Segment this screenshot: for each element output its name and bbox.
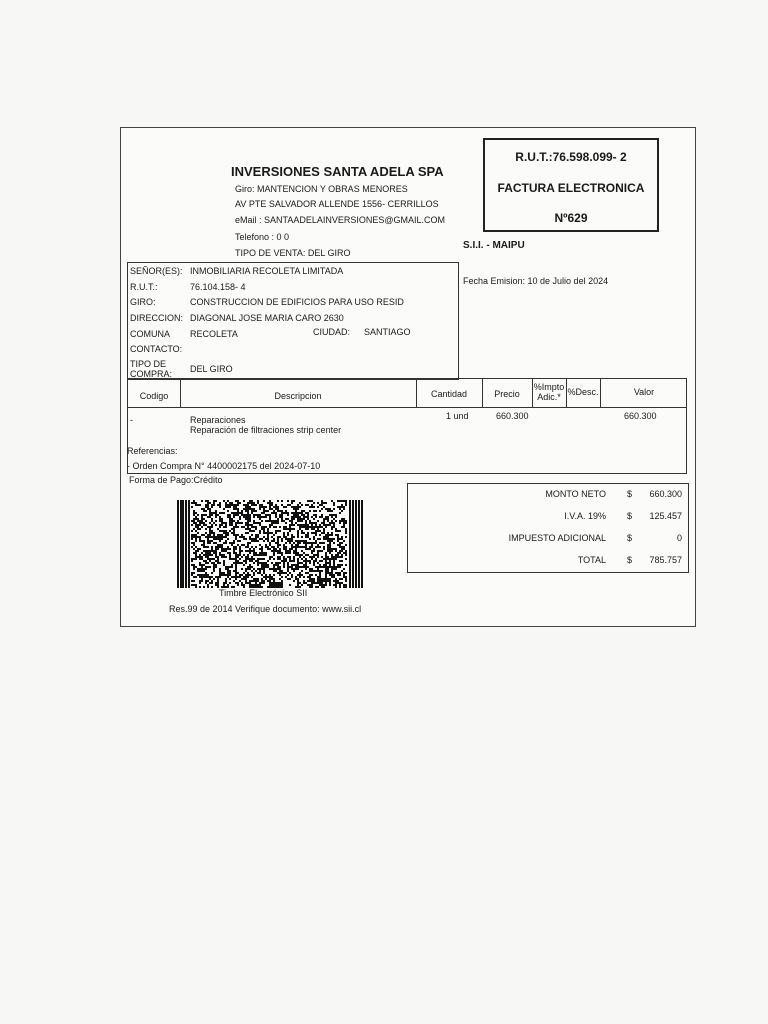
header-quantity: Cantidad — [430, 389, 468, 399]
reference-item: - Orden Compra N° 4400002175 del 2024-07-10 — [127, 461, 321, 471]
header-price: Precio — [494, 389, 520, 399]
line-items-header — [128, 379, 686, 408]
net-currency: $ — [626, 489, 632, 499]
buyer-address: DIAGONAL JOSE MARIA CARO 2630 — [190, 313, 344, 323]
invoice-sheet — [120, 127, 696, 627]
issuer-phone: Telefono : 0 0 — [235, 232, 290, 242]
total-label: TOTAL — [577, 555, 606, 565]
header-description: Descripcion — [274, 391, 322, 401]
buyer-city: SANTIAGO — [364, 327, 411, 337]
row-value: 660.300 — [624, 411, 657, 421]
payment-method: Forma de Pago:Crédito — [129, 475, 223, 485]
net-label: MONTO NETO — [545, 489, 606, 499]
vat-currency: $ — [626, 511, 632, 521]
sii-office: S.I.I. - MAIPU — [463, 240, 525, 251]
references — [127, 446, 320, 471]
buyer-label-contacto: CONTACTO: — [130, 344, 183, 354]
buyer-label-comuna: COMUNA — [130, 329, 170, 339]
header-tax-2: Adic.* — [537, 392, 561, 402]
buyer-rut: 76.104.158- 4 — [190, 282, 246, 292]
total-currency: $ — [626, 555, 632, 565]
document-id-box — [483, 138, 659, 232]
references-label: Referencias: — [127, 446, 178, 456]
vat-label: I.V.A. 19% — [564, 511, 606, 521]
stamp-label: Timbre Electrónico SII — [219, 588, 308, 598]
buyer-label-rut: R.U.T.: — [130, 282, 158, 292]
extra-tax-amount: 0 — [676, 533, 682, 543]
extra-tax-currency: $ — [626, 533, 632, 543]
issue-date: Fecha Emision: 10 de Julio del 2024 — [463, 276, 609, 286]
buyer-label-ciudad: CIUDAD: — [313, 327, 351, 337]
totals-box — [407, 483, 689, 573]
net-amount: 660.300 — [649, 489, 682, 499]
row-description-2: Reparación de filtraciones strip center — [190, 425, 342, 435]
issuer-rut: R.U.T.:76.598.099- 2 — [515, 150, 627, 164]
document-number: Nº629 — [554, 211, 588, 225]
pdf417-barcode-icon — [177, 500, 363, 588]
document-type: FACTURA ELECTRONICA — [497, 181, 645, 195]
row-code: - — [130, 415, 133, 425]
row-quantity: 1 und — [446, 411, 469, 421]
issuer-address: AV PTE SALVADOR ALLENDE 1556- CERRILLOS — [235, 199, 439, 209]
buyer-box — [127, 262, 459, 380]
extra-tax-label: IMPUESTO ADICIONAL — [508, 533, 606, 543]
issuer-email: eMail : SANTAADELAINVERSIONES@GMAIL.COM — [235, 215, 446, 225]
header-code: Codigo — [139, 391, 169, 401]
buyer-label-giro: GIRO: — [130, 297, 156, 307]
issuer-activity: Giro: MANTENCION Y OBRAS MENORES — [235, 184, 408, 194]
header-value: Valor — [633, 387, 655, 397]
issuer-name: INVERSIONES SANTA ADELA SPA — [231, 164, 444, 179]
issuer-sale-type: TIPO DE VENTA: DEL GIRO — [235, 248, 351, 258]
row-description-1: Reparaciones — [190, 415, 246, 425]
buyer-label-senor: SEÑOR(ES): — [130, 266, 183, 276]
buyer-giro: CONSTRUCCION DE EDIFICIOS PARA USO RESID — [190, 297, 404, 307]
buyer-purchase-type: DEL GIRO — [190, 364, 233, 374]
header-discount: %Desc. — [567, 387, 599, 397]
row-price: 660.300 — [496, 411, 529, 421]
buyer-label-tipo-compra-2: COMPRA: — [130, 369, 173, 379]
stamp-resolution: Res.99 de 2014 Verifique documento: www.sii.cl — [169, 604, 362, 614]
buyer-name: INMOBILIARIA RECOLETA LIMITADA — [190, 266, 344, 276]
vat-amount: 125.457 — [649, 511, 682, 521]
header-tax-1: %Impto — [533, 382, 565, 392]
buyer-comuna: RECOLETA — [190, 329, 238, 339]
buyer-label-direccion: DIRECCION: — [130, 313, 184, 323]
buyer-label-tipo-compra-1: TIPO DE — [130, 359, 167, 369]
total-amount: 785.757 — [649, 555, 682, 565]
